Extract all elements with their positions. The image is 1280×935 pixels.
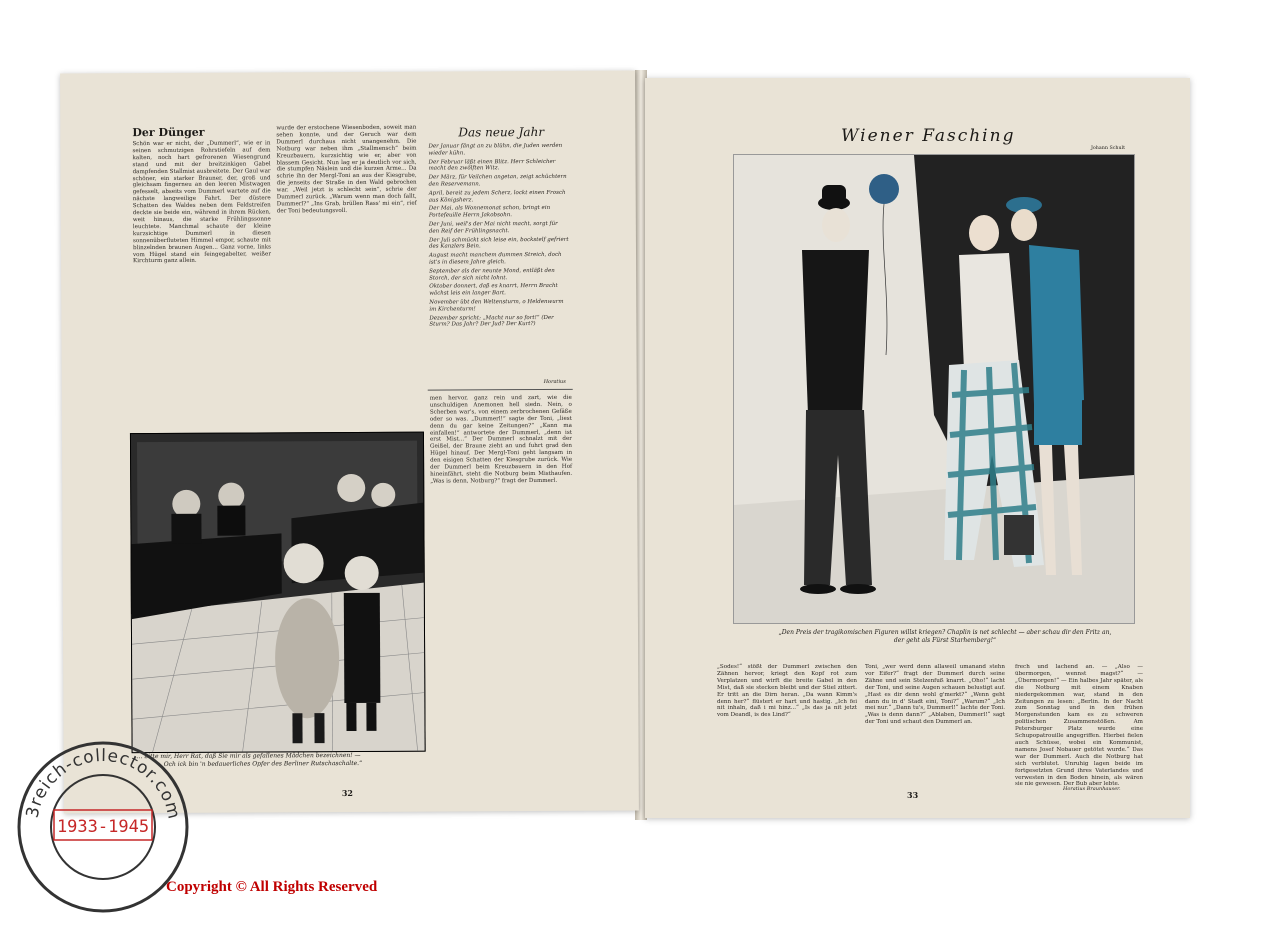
poem-stanza: Dezember spricht: „Macht nur so fort!“ (Der Sturm? Das Jahr? Der Jud? Der Kurt?) [429, 314, 554, 328]
poem-rule [428, 389, 573, 391]
stamp-years: 1933-1945 [56, 817, 150, 837]
page-number-left: 32 [341, 787, 354, 799]
article-continuation-column-3 [1015, 664, 1143, 788]
illustration-caption [755, 629, 1135, 645]
illustration-caption-line-2: der geht als Fürst Starhemberg!“ [893, 637, 997, 644]
cartoon-illustration [130, 432, 426, 754]
carnival-illustration [733, 154, 1135, 624]
article-continuation-column-1 [717, 664, 857, 792]
article-column-1-text: Schön war er nicht, der „Dummerl“, wie er in seinen schmutzigen Rohrstiefeln auf dem kalten, noch hart gefrorenen Wiesengrund stand und mit der breitzinkigen Gabel dampfenden Stallmist ausbreitete. Der Gaul war schöner, ein starker Brauner, der, groß und gleichsam fingerneu an den leeren Mistwagen gefesselt, abseits vom Dummerl wartete auf die nächste langweilige Fahrt. Der düstere Schatten des Waldes neben dem Feldstreifen deckte sie beide ein, während in ihrem Rücken, weit hinaus, die starke Frühlingssonne leuchtete. Manchmal schaute der kleine kurzsichtige Dummerl in diesen sonnenüberfluteten Himmel empor, schaute mit blinzelnden braunen Augen... Ganz vorne, links vom Hügel stand ein feingegabelter, weißer Kirchturm ganz allein. [132, 140, 272, 265]
poem-stanza: Der März, für Veilchen angetan, zeigt schüchtern den Reservemann. [428, 174, 567, 188]
cartoon-artwork [131, 433, 425, 753]
article-column-3 [430, 395, 574, 788]
article-continuation-column-3-text: frech und lachend an. — „Also — übermorgen, wennst magst?“ — „Übermorgen!“ — Ein halbes Jahr später, als die Notburg mit einem Knaben niedergekommen war, stand in den Zeitungen zu lesen: „Berlin. In der Nacht zum Sonntag und in den frühen Morgenstunden kam es zu schweren politischen Zusammenstößen. Am Petersburger Platz wurde eine Schupopatrouille angegriffen. Hierbei fielen auch Schüsse, wobei ein Kommunist, namens Josef Nobauer getötet wurde.“ Das war der Dummerl. Auch die Notburg hat sich verblutet. Unruhig lagen beide im fortgesetzten Grund ihres Vaterlandes und verwesten in den Boden hinein, als wären sie nie gewesen. Der Bub aber lebte. [1015, 664, 1143, 788]
poem-stanza: Der Januar fängt an zu blühn, die Juden werden wieder kühn. [428, 142, 563, 157]
article-continuation-column-2 [865, 664, 1005, 792]
copyright-notice: Copyright © All Rights Reserved [166, 879, 378, 895]
stamp-text: 3reich-collector.com [22, 745, 184, 822]
illustration-title: Wiener Fasching [841, 126, 1016, 146]
article-signature: Horatius Braunhauser. [1063, 786, 1121, 792]
poem-stanza: Der Juni, weil's der Mai nicht macht, sorgt für den Reif der Frühlingsnacht. [428, 220, 558, 235]
cartoon-caption-line-1: „... bitte mir, Herr Rat, daß Sie mir als gefallenes Mädchen bezeichnen! — [133, 751, 361, 761]
article-continuation-column-1-text: „Sodes!“ stößt der Dummerl zwischen den Zähnen hervor, kriegt den Kopf rot zum Verplatzen und wirft die breite Gabel in den Mist, daß sie stecken bleibt und der Stiel zittert. Er tritt an die Dirn heran. „Da wann Kimm's denn her?“ flüstert er hart und hastig. „Ich fei nit inhaln, daß i mi hinz...“ „Is das ja nit jetzt vom Deandl, is des Lind?“ [717, 664, 857, 719]
poem-stanza: Der Juli schmückt sich leise ein, bockstelf gefriert des Kanzlers Bein. [428, 236, 569, 250]
carnival-artwork [734, 155, 1134, 623]
right-page [645, 78, 1190, 818]
illustration-caption-line-1: „Den Preis der tragikomischen Figuren willst kriegen? Chaplin is net schlecht — aber schau dir den Fritz an, [778, 629, 1112, 636]
article-continuation-column-2-text: Toni, „wer werd denn allaweil umanand stehn vor Eifer?“ fragt der Dummerl durch seine Zähne und sein Stelzenfuß knarrt. „Oho!“ lacht der Toni, und seine Augen schauen belustigt auf. „Hast es dir denn wohl g'merkt?“ „Wenn geht dann du in d' Stadt eini, Toni?“ „Warum?“ „Ich mei nur.“ „Dann tu's, Dummerl!“ lachte der Toni. „Was is denn dann?“ „Ablaben, Dummerl!“ sagt der Toni und schaut den Dummerl an. [865, 664, 1005, 726]
poem-stanza: August macht manchem dummen Streich, doch ist's in diesem Jahre gleich. [429, 252, 562, 266]
article-heading: Der Dünger [132, 125, 205, 140]
poem-signature: Horatius [543, 378, 566, 385]
left-page [60, 70, 639, 813]
article-column-2 [276, 125, 418, 443]
article-column-1 [132, 140, 272, 443]
page-number-right: 33 [907, 790, 919, 800]
cartoon-caption-line-2: Och ick bin 'n bedauerliches Opfer des Berliner Rutschaschalte.“ [163, 759, 363, 768]
article-column-3-text: men hervor, ganz rein und zart, wie die unschuldigen Anemonen hell siedn. Nein, o Scherben war's, von einem zerbrochenen Gefäße oder so was. „Dummerl!“ sagte der Toni, „liest denn du gar keine Zeitungen?“ „Kann ma einfallen!“ antwortete der Dummerl, „denn ist erst Mist...“ Der Dummerl schnalzt mit der Geißel, der Braune zieht an und fuhrt grad den Hügel hinauf. Der Mergl-Toni geht langsam in den eisigen Schatten der Kiesgrube zurück. Wie der Dummerl beim Kreuzbauern in den Hof hineinfährt, steht die Notburg beim Misthaufen. „Was is denn, Notburg?“ fragt der Dummerl. [429, 394, 573, 485]
article-column-2-text: wurde der erstochene Wiesenboden, soweit man sehen konnte, und der Geruch war dem Dummerl durchaus nicht unangenehm. Die Notburg war neben ihm „Stallmensch“ beim Kreuzbauern, kurzsichtig wie er, aber von blassem Gesicht. Nun lag er ja deutlich vor sich, die stumpfen Näslein und die kurzen Arme... Da schrie ihn der Mergl-Toni an aus der Kiesgrube, die jenseits der Straße in den Wald gebrochen war. „Weil jetzt is schlecht sein“, schrie der Dummerl zurück. „Warum wenn man doch fallt, Dummerl?“ „Ins Grab, brüllen Rass' mi ein“, rief der Toni bedeutungsvoll. [276, 124, 417, 215]
poem [428, 143, 569, 384]
poem-title: Das neue Jahr [458, 124, 545, 140]
poem-stanza: September als der neunte Mond, entläßt den Storch, der sich nicht lohnt. [429, 267, 555, 282]
poem-stanza: Der Mai, als Wonnemonat schon, bringt ein Portefeuille Herrn Jakobsohn. [428, 205, 551, 219]
poem-stanza: Der Februar läßt einen Blitz. Herr Schleicher macht den zwölften Witz. [428, 158, 556, 172]
poem-stanza: November übt den Weltensturm, o Heldenwurm im Kirchenturm! [429, 298, 564, 313]
poem-stanza: Oktober donnert, daß es knarrt, Herrn Bracht wächst leis ein langer Bart. [429, 283, 558, 297]
poem-stanza: April, bereit zu jedem Scherz, lockt einen Frosch aus Königsherz. [428, 189, 566, 204]
artist-credit: Johann Schult [1091, 146, 1126, 151]
